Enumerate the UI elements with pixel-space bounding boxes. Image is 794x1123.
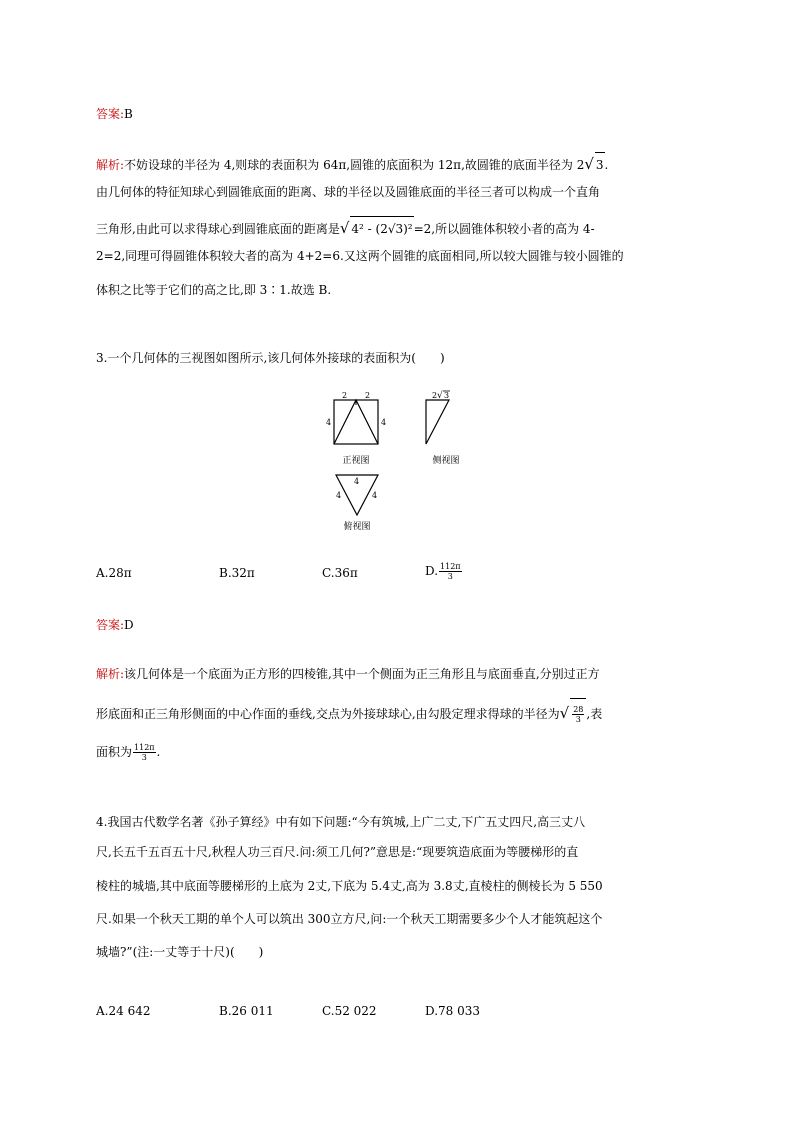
question-3-options xyxy=(96,562,706,586)
answer-1 xyxy=(96,104,706,124)
option-a[interactable]: A.28π xyxy=(96,566,132,580)
answer-label: 答案: xyxy=(96,618,125,632)
question-4-stem: 4.我国古代数学名著《孙子算经》中有如下问题:“今有筑城,上广二丈,下广五丈四尺,高三丈八 尺,长五千五百五十尺,秋程人功三百尺.问:须工几何?”意思是:“现要筑造底面为等腰梯形的直 棱柱的城墙,其中底面等腰梯形的上底为 2丈,下底为 5.4丈,高为 3.8丈,直棱柱的侧棱长为 5 550 尺.如果一个秋天工期的单个人可以筑出 300立方尺,问:一个秋天工期需要多少个人才能筑起这个 城墙?”(注:一丈等于十尺)( ) xyxy=(96,815,603,959)
answer-value: D xyxy=(124,618,134,632)
svg-text:3: 3 xyxy=(444,391,450,400)
svg-text:√: √ xyxy=(437,391,443,401)
svg-text:2: 2 xyxy=(342,391,348,400)
front-view-triangle xyxy=(334,400,378,444)
option-d[interactable]: D.78 033 xyxy=(425,1004,480,1018)
three-view-figure xyxy=(314,388,514,538)
explanation-1: 解析:不妨设球的半径为 4,则球的表面积为 64π,圆锥的底面积为 12π,故圆锥的底面半径为 2√ 3. 由几何体的特征知球心到圆锥底面的距离、球的半径以及圆锥底面的半径三者可以构成一个直角 三角形,由此可以求得球心到圆锥底面的距离是√ 4² - (2√3)²=2,所以圆锥体积较小者的高为 4- 2=2,同理可得圆锥体积较大者的高为 4+2=6.又这两个圆锥的底面相同,所以较大圆锥与较小圆锥的 体积之比等于它们的高之比,即 3∶1.故选 B. xyxy=(96,152,706,300)
svg-text:2: 2 xyxy=(432,391,438,400)
svg-text:4: 4 xyxy=(381,418,387,427)
top-view-caption: 俯视图 xyxy=(343,522,371,532)
svg-text:4: 4 xyxy=(372,491,378,500)
front-view-caption: 正视图 xyxy=(342,456,370,466)
explanation-3: 解析:该几何体是一个底面为正方形的四棱锥,其中一个侧面为正三角形且与底面垂直,分别过正方 形底面和正三角形侧面的中心作面的垂线,交点为外接球球心,由勾股定理求得球的半径为√ $\frac{28}{3}$ ,表 面积为 $\frac{112\pi}{3}$ . xyxy=(96,667,603,762)
option-d[interactable]: D. $\frac{112\pi}{3}$ xyxy=(425,562,461,581)
option-b[interactable]: B.32π xyxy=(219,566,255,580)
answer-label: 答案: xyxy=(96,107,125,121)
sqrt-term: 4² - (2√3)² xyxy=(350,216,413,241)
svg-text:4: 4 xyxy=(326,418,332,427)
option-c[interactable]: C.36π xyxy=(322,566,358,580)
sqrt-term: 3 xyxy=(595,152,605,177)
answer-value: B xyxy=(124,107,133,121)
side-view-triangle xyxy=(426,400,449,444)
side-view-caption: 侧视图 xyxy=(432,456,460,466)
svg-text:4: 4 xyxy=(336,491,342,500)
svg-text:2: 2 xyxy=(365,391,371,400)
question-4-options xyxy=(96,1004,706,1024)
option-c[interactable]: C.52 022 xyxy=(322,1004,377,1018)
front-view-square xyxy=(334,400,378,444)
explanation-label: 解析: xyxy=(96,667,125,681)
option-a[interactable]: A.24 642 xyxy=(96,1004,151,1018)
svg-text:4: 4 xyxy=(354,477,360,486)
answer-3 xyxy=(96,615,706,635)
question-3-stem: 3.一个几何体的三视图如图所示,该几何体外接球的表面积为( ) xyxy=(96,351,445,365)
explanation-label: 解析: xyxy=(96,158,125,172)
option-b[interactable]: B.26 011 xyxy=(219,1004,274,1018)
